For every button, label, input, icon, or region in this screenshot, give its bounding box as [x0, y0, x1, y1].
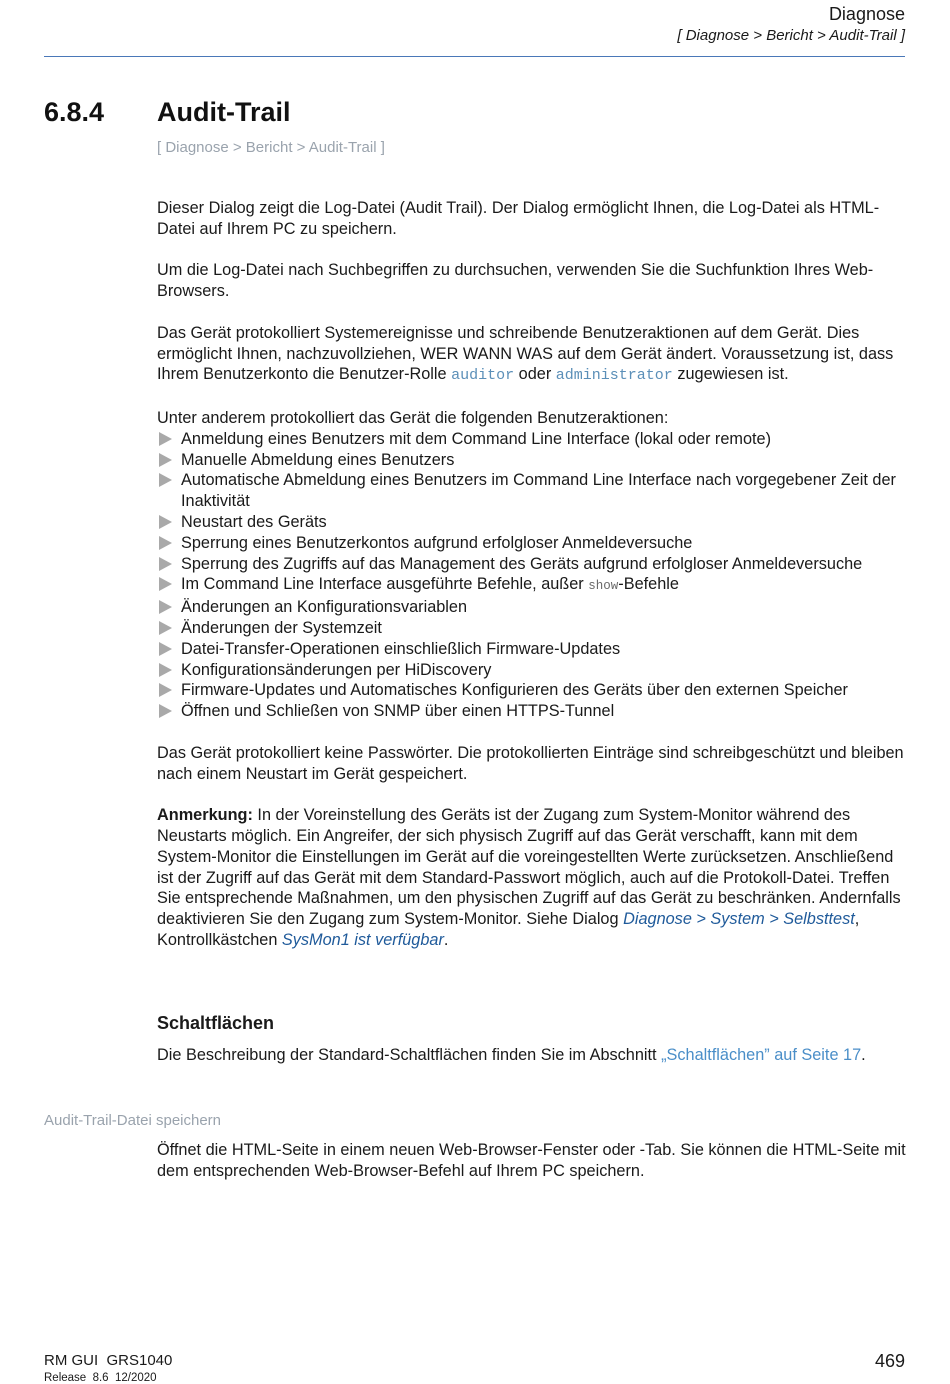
paragraph-passwords: Das Gerät protokolliert keine Passwörter. Die protokollierten Einträge sind schreibgeschützt und bleiben nach einem Neustart im Gerät gespeichert. — [157, 743, 904, 783]
main-content — [157, 198, 909, 1066]
paragraph-intro: Dieser Dialog zeigt die Log-Datei (Audit Trail). Der Dialog ermöglicht Ihnen, die Log-Datei als HTML-Datei auf Ihrem PC zu speichern. — [157, 199, 880, 238]
paragraph-logging — [157, 323, 909, 387]
list-item: Im Command Line Interface ausgeführte Befehle, außer show-Befehle — [157, 574, 909, 597]
section-menu-path: [ Diagnose > Bericht > Audit-Trail ] — [157, 139, 385, 156]
paragraph-logging-end: zugewiesen ist. — [672, 365, 789, 384]
bullet-triangle-icon — [159, 432, 172, 446]
list-item: Öffnen und Schließen von SNMP über einen HTTPS-Tunnel — [157, 701, 909, 722]
bullet-triangle-icon — [159, 577, 172, 591]
paragraph-logging-text: Das Gerät protokolliert Systemereignisse und schreibende Benutzeraktionen auf dem Gerät. Dies ermöglicht Ihnen, nachzuvollziehen, WER WANN WAS auf dem Gerät ändert. Voraussetzung ist, dass Ihrem Benutzerkonto die Benutzer-Rolle — [157, 323, 894, 384]
role-administrator: administrator — [555, 367, 673, 385]
sysmon-checkbox-reference[interactable]: SysMon1 ist verfügbar — [281, 930, 444, 949]
selftest-dialog-link[interactable]: Diagnose > System > Selbsttest — [623, 910, 855, 929]
paragraph-search: Um die Log-Datei nach Suchbegriffen zu durchsuchen, verwenden Sie die Suchfunktion Ihres Web-Browsers. — [157, 261, 874, 301]
list-item: Sperrung eines Benutzerkontos aufgrund erfolgloser Anmeldeversuche — [157, 533, 909, 554]
bullet-triangle-icon — [159, 704, 172, 718]
bullet-triangle-icon — [159, 683, 172, 697]
header-divider — [44, 56, 905, 57]
paragraph-logging-or: oder — [514, 365, 556, 384]
bullet-triangle-icon — [159, 642, 172, 656]
bullet-triangle-icon — [159, 663, 172, 677]
buttons-heading: Schaltflächen — [157, 1012, 275, 1033]
note-mid: , Kontrollkästchen — [157, 910, 860, 949]
running-header-title: Diagnose — [828, 4, 905, 24]
save-audit-trail-label: Audit-Trail-Datei speichern — [44, 1112, 222, 1129]
list-item: Sperrung des Zugriffs auf das Management des Geräts aufgrund erfolgloser Anmeldeversuche — [157, 554, 909, 575]
list-item: Firmware-Updates und Automatisches Konfigurieren des Geräts über den externen Speicher — [157, 680, 909, 701]
bullet-triangle-icon — [159, 536, 172, 550]
list-item: Konfigurationsänderungen per HiDiscovery — [157, 660, 909, 681]
bullet-triangle-icon — [159, 600, 172, 614]
bullet-triangle-icon — [159, 515, 172, 529]
save-description-text: Öffnet die HTML-Seite in einem neuen Web-Browser-Fenster oder -Tab. Sie können die HTML-Seite mit dem entsprechenden Web-Browser-Befehl auf Ihrem PC speichern. — [157, 1141, 906, 1180]
list-item: Änderungen an Konfigurationsvariablen — [157, 597, 909, 618]
bullet-triangle-icon — [159, 453, 172, 467]
list-item: Änderungen der Systemzeit — [157, 618, 909, 639]
user-actions-list — [157, 429, 909, 722]
list-item: Anmeldung eines Benutzers mit dem Command Line Interface (lokal oder remote) — [157, 429, 909, 450]
list-intro: Unter anderem protokolliert das Gerät die folgenden Benutzeraktionen: — [157, 408, 669, 427]
list-item: Automatische Abmeldung eines Benutzers im Command Line Interface nach vorgegebener Zeit der Inaktivität — [157, 470, 909, 512]
show-command: show — [588, 579, 619, 594]
save-audit-trail-description — [157, 1140, 909, 1182]
buttons-page-link[interactable]: „Schaltflächen” auf Seite 17 — [661, 1046, 862, 1065]
bullet-triangle-icon — [159, 621, 172, 635]
buttons-paragraph — [157, 1045, 909, 1066]
page-number: 469 — [874, 1351, 905, 1371]
buttons-text-end: . — [861, 1046, 866, 1065]
buttons-text: Die Beschreibung der Standard-Schaltflächen finden Sie im Abschnitt — [157, 1046, 662, 1065]
note-label: Anmerkung: — [157, 806, 253, 825]
footer-release: Release 8.6 12/2020 — [44, 1372, 157, 1384]
note-end: . — [443, 930, 449, 949]
buttons-heading-wrap — [157, 1013, 909, 1034]
running-header-path: [ Diagnose > Bericht > Audit-Trail ] — [677, 27, 905, 44]
list-item: Neustart des Geräts — [157, 512, 909, 533]
footer-document: RM GUI GRS1040 — [44, 1352, 173, 1369]
list-item: Datei-Transfer-Operationen einschließlich Firmware-Updates — [157, 639, 909, 660]
list-item: Manuelle Abmeldung eines Benutzers — [157, 450, 909, 471]
bullet-triangle-icon — [159, 473, 172, 487]
note-paragraph — [157, 805, 909, 951]
note-text: In der Voreinstellung des Geräts ist der Zugang zum System-Monitor während des Neustarts möglich. Ein Angreifer, der sich physisch Zugriff auf das Gerät verschafft, kann mit dem System-Monitor die Einstellungen im Gerät auf die voreingestellten Werte zurücksetzen. Anschließend ist der Zugriff auf das Gerät mit dem Standard-Passwort möglich, auch auf die Protokoll-Datei. Treffen Sie entsprechende Maßnahmen, um den physischen Zugriff auf das Gerät zu beschränken. Andernfalls deaktivieren Sie den Zugang zum System-Monitor. Siehe Dialog — [157, 806, 901, 929]
role-auditor: auditor — [451, 367, 515, 385]
section-title: Audit-Trail — [157, 97, 291, 127]
bullet-triangle-icon — [159, 557, 172, 571]
section-number: 6.8.4 — [44, 97, 105, 127]
